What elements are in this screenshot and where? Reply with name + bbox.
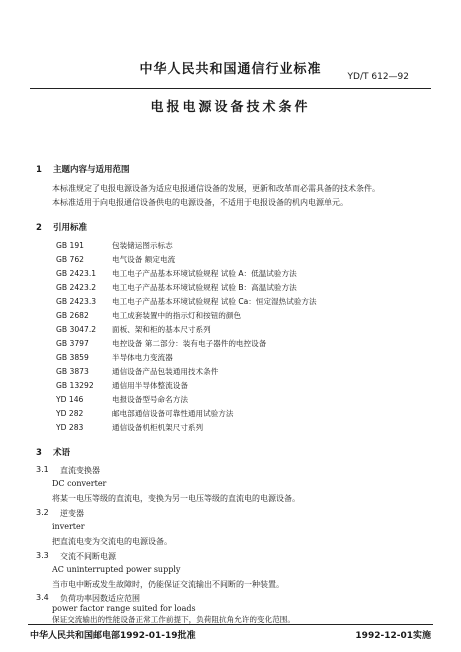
section-title: 引用标准 (52, 223, 87, 233)
reference-item (56, 254, 175, 265)
reference-title: 电工成套装置中的指示灯和按钮的颜色 (112, 311, 242, 320)
term-definition: 将某一电压等级的直流电，变换为另一电压等级的直流电的电源设备。 (52, 494, 300, 503)
reference-code: GB 762 (56, 255, 85, 264)
reference-title: 邮电部通信设备可靠性通用试验方法 (112, 409, 234, 418)
approval-note: 中华人民共和国邮电部1992-01-19批准 (30, 631, 196, 641)
reference-title: 通信用半导体整流设备 (112, 381, 188, 390)
section-number: 2 (36, 223, 42, 233)
term-english: DC converter (52, 479, 107, 488)
section-1-paragraph-1: 本标准规定了电报电源设备为适应电报通信设备的发展，更新和改革而必需具备的技术条件。 (52, 184, 380, 193)
reference-title: 通信设备机柜机架尺寸系列 (112, 423, 204, 432)
reference-item (56, 310, 241, 321)
footer-rule (28, 624, 433, 625)
reference-title: 面板、架和柜的基本尺寸系列 (112, 325, 211, 334)
implementation-date: 1992-12-01实施 (355, 631, 431, 641)
section-title: 术语 (52, 448, 70, 458)
section-title: 主题内容与适用范围 (52, 165, 130, 175)
section-2-heading (36, 221, 87, 233)
reference-item (56, 422, 203, 433)
reference-title: 电报设备型号命名方法 (112, 395, 188, 404)
section-1-paragraph-2: 本标准适用于向电报通信设备供电的电源设备，不适用于电报设备的机内电源单元。 (52, 198, 348, 207)
reference-code: YD 282 (56, 409, 84, 418)
reference-item (56, 394, 188, 405)
reference-item (56, 282, 297, 293)
reference-code: GB 191 (56, 241, 85, 250)
reference-item (56, 352, 173, 363)
reference-code: YD 146 (56, 395, 84, 404)
term-number: 3.3 (36, 551, 49, 560)
document-title: 电报电源设备技术条件 (150, 100, 311, 115)
term-number: 3.2 (36, 508, 49, 517)
standard-code: YD/T 612—92 (347, 72, 409, 82)
section-number: 1 (36, 165, 42, 175)
reference-code: GB 3047.2 (56, 325, 97, 334)
reference-title: 通信设备产品包装通用技术条件 (112, 367, 219, 376)
reference-item (56, 324, 211, 335)
reference-code: GB 2423.1 (56, 269, 97, 278)
reference-item (56, 268, 297, 279)
reference-item (56, 380, 188, 391)
standard-title: 中华人民共和国通信行业标准 (139, 62, 322, 77)
reference-item (56, 338, 266, 349)
reference-title: 电工电子产品基本环境试验规程 试验 Ca：恒定湿热试验方法 (112, 297, 317, 306)
term-chinese: 交流不间断电源 (60, 552, 116, 561)
reference-title: 电工电子产品基本环境试验规程 试验 B：高温试验方法 (112, 283, 297, 292)
reference-code: GB 2423.3 (56, 297, 97, 306)
term-english: inverter (52, 522, 85, 531)
term-definition: 把直流电变为交流电的电源设备。 (52, 537, 172, 546)
term-number: 3.1 (36, 465, 49, 474)
term-english: power factor range suited for loads (52, 604, 196, 613)
reference-item (56, 240, 173, 251)
reference-code: GB 3859 (56, 353, 89, 362)
term-number: 3.4 (36, 593, 49, 602)
reference-item (56, 408, 234, 419)
reference-code: YD 283 (56, 423, 84, 432)
term-chinese: 直流变换器 (60, 466, 100, 475)
section-number: 3 (36, 448, 42, 458)
section-1-heading (36, 163, 129, 175)
term-definition: 保证交流输出的性能设备正常工作前提下，负荷阻抗角允许的变化范围。 (52, 615, 295, 624)
reference-title: 电工电子产品基本环境试验规程 试验 A：低温试验方法 (112, 269, 297, 278)
term-chinese: 逆变器 (60, 509, 84, 518)
term-definition: 当市电中断或发生故障时，仍能保证交流输出不间断的一种装置。 (52, 580, 284, 589)
reference-code: GB 2682 (56, 311, 89, 320)
term-chinese: 负荷功率因数适应范围 (60, 594, 140, 603)
reference-title: 包装储运图示标志 (112, 241, 173, 250)
reference-item (56, 296, 317, 307)
reference-code: GB 2423.2 (56, 283, 97, 292)
reference-code: GB 3797 (56, 339, 89, 348)
reference-title: 半导体电力变流器 (112, 353, 173, 362)
reference-code: GB 3873 (56, 367, 89, 376)
section-3-heading (36, 446, 70, 458)
reference-item (56, 366, 218, 377)
term-english: AC uninterrupted power supply (52, 565, 181, 574)
reference-code: GB 13292 (56, 381, 94, 390)
reference-title: 电气设备 额定电流 (112, 255, 176, 264)
header-rule (30, 88, 431, 89)
reference-title: 电控设备 第二部分：装有电子器件的电控设备 (112, 339, 267, 348)
